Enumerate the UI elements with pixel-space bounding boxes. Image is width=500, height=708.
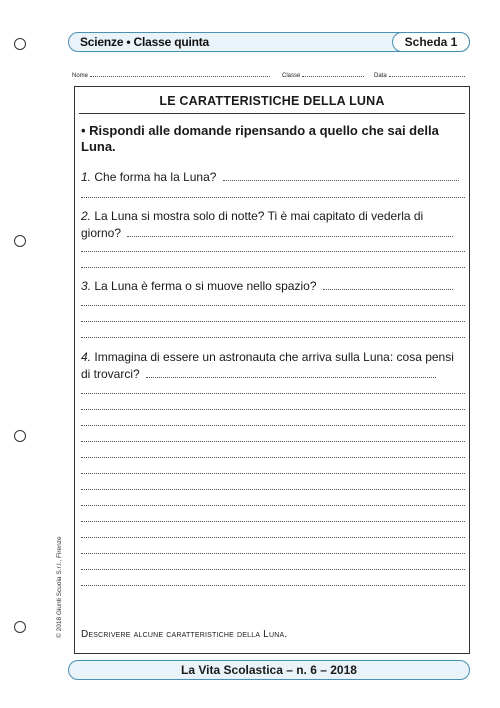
answer-line[interactable] [81,409,465,410]
learning-objective: Descrivere alcune caratteristiche della Luna. [81,629,288,640]
copyright-notice: © 2018 Giunti Scuola S.r.l., Firenze [56,536,63,638]
name-line [90,76,270,77]
name-field[interactable] [72,67,270,79]
class-label: Classe [282,73,301,79]
worksheet-box [74,86,470,654]
binder-hole [14,235,26,247]
question-text: Che forma ha la Luna? [94,170,217,184]
question-number: 1. [81,170,92,184]
worksheet-title: LE CARATTERISTICHE DELLA LUNA [159,94,385,108]
answer-line[interactable] [81,585,465,586]
binder-hole [14,38,26,50]
class-field[interactable] [282,67,364,79]
answer-line[interactable] [81,425,465,426]
binder-hole [14,621,26,633]
answer-line[interactable] [81,267,465,268]
question-number: 4. [81,350,92,364]
answer-line[interactable] [146,377,436,378]
answer-line[interactable] [223,180,459,181]
binder-hole [14,430,26,442]
class-line [302,76,364,77]
question-text: Immagina di essere un astronauta che arriva sulla Luna: cosa pensi di trovarci? [81,350,454,381]
answer-line[interactable] [81,337,465,338]
answer-line[interactable] [81,505,465,506]
answer-line[interactable] [323,289,453,290]
answer-line[interactable] [81,521,465,522]
answer-line[interactable] [81,305,465,306]
question-text: La Luna è ferma o si muove nello spazio? [94,279,317,293]
date-line [389,76,465,77]
question-4 [81,349,465,383]
subject-label: Scienze • Classe quinta [80,35,209,49]
question-number: 2. [81,209,92,223]
question-text: La Luna si mostra solo di notte? Ti è mai capitato di vederla di giorno? [81,209,424,240]
answer-line[interactable] [81,569,465,570]
question-number: 3. [81,279,92,293]
footer-bar: La Vita Scolastica – n. 6 – 2018 [68,660,470,680]
answer-line[interactable] [81,393,465,394]
answer-line[interactable] [81,537,465,538]
answer-line[interactable] [81,473,465,474]
answer-line[interactable] [127,236,453,237]
answer-line[interactable] [81,197,465,198]
question-2 [81,208,465,242]
date-field[interactable] [374,67,465,79]
answer-line[interactable] [81,489,465,490]
answer-line[interactable] [81,457,465,458]
title-divider [79,113,465,114]
question-3 [81,278,465,295]
name-label: Nome [72,73,89,79]
header-bar [68,32,470,52]
sheet-badge: Scheda 1 [392,32,470,52]
answer-line[interactable] [81,441,465,442]
answer-line[interactable] [81,321,465,322]
answer-line[interactable] [81,553,465,554]
date-label: Data [374,73,387,79]
answer-line[interactable] [81,251,465,252]
question-1 [81,169,465,186]
instruction-text: • Rispondi alle domande ripensando a quello che sai della Luna. [81,123,439,154]
